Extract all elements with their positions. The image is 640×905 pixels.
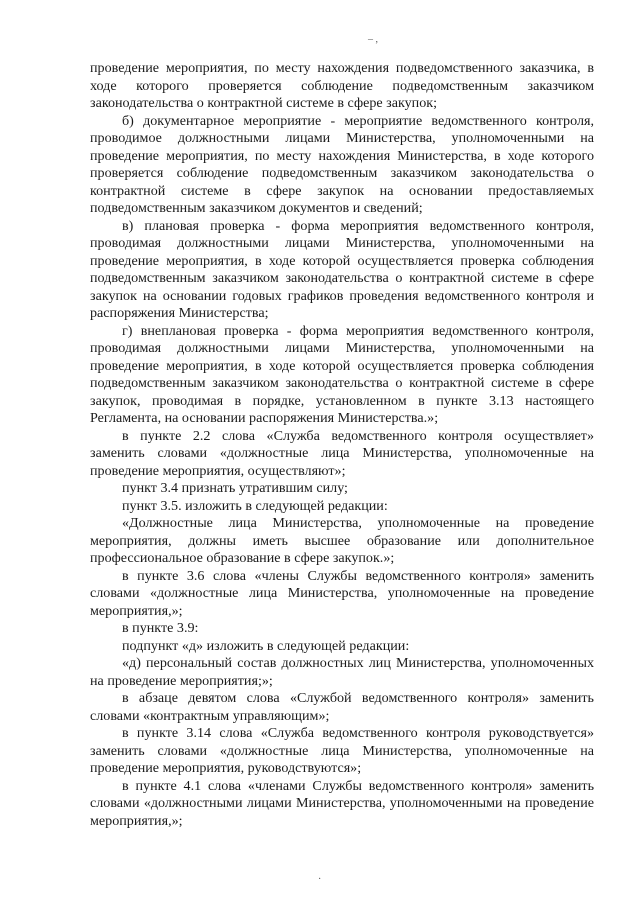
paragraph-point-3-9: в пункте 3.9: [122,620,199,636]
paragraph-point-4-1: в пункте 4.1 слова «членами Службы ведомственного контроля» заменить словами «должностными лицами Министерства, уполномоченными на проведение мероприятия,»; [90,777,594,829]
scan-mark-bottom: · [318,874,322,885]
paragraph-point-3-14: в пункте 3.14 слова «Служба ведомственного контроля руководствуется» заменить словами «должностные лица Министерства, уполномоченные на проведение мероприятия, руководствуются»; [90,725,594,776]
paragraph-point-2-2: в пункте 2.2 слова «Служба ведомственного контроля осуществляет» заменить словами «должностные лица Министерства, уполномоченные на проведение мероприятия, осуществляют»; [90,427,594,479]
scan-mark-top: – , [368,34,378,45]
paragraph-point-3-5-text: «Должностные лица Министерства, уполномоченные на проведение мероприятия, должны иметь высшее образование или дополнительное профессиональное образование в сфере закупок.»; [90,515,594,566]
paragraph-subpoint-d-text: «д) персональный состав должностных лиц Министерства, уполномоченных на проведение мероприятия;»; [90,655,594,689]
paragraph-point-3-4: пункт 3.4 признать утратившим силу; [122,480,348,496]
paragraph-item-v: в) плановая проверка - форма мероприятия ведомственного контроля, проводимая должностными лицами Министерства, уполномоченными на проведение мероприятия, в ходе которой осуществляется проверка соблюдения подведомственным заказчиком законодательства о контрактной системе в сфере закупок на основании годовых графиков проведения ведомственного контроля и распоряжения Министерства; [90,217,594,321]
paragraph-point-3-6: в пункте 3.6 слова «члены Службы ведомственного контроля» заменить словами «должностные лица Министерства, уполномоченные на проведение мероприятия,»; [90,567,594,619]
paragraph-item-b: б) документарное мероприятие - мероприятие ведомственного контроля, проводимое должностными лицами Министерства, уполномоченными на проведение мероприятия, по месту нахождения Министерства, в ходе которого проверяется соблюдение подведомственным заказчиком законодательства о контрактной системе в сфере закупок на основании предоставляемых подведомственным заказчиком документов и сведений; [90,112,594,216]
document-body [90,60,594,830]
paragraph-ninth-abzac: в абзаце девятом слова «Службой ведомственного контроля» заменить словами «контрактным управляющим»; [90,690,594,724]
paragraph-continuation: проведение мероприятия, по месту нахождения подведомственного заказчика, в ходе которого проверяется соблюдение подведомственным заказчиком законодательства о контрактной системе в сфере закупок; [90,60,594,111]
paragraph-item-g: г) внеплановая проверка - форма мероприятия ведомственного контроля, проводимая должностными лицами Министерства, уполномоченными на проведение мероприятия, в ходе которой осуществляется проверка соблюдения подведомственным заказчиком законодательства о контрактной системе в сфере закупок, проводимая в порядке, установленном в пункте 3.13 настоящего Регламента, на основании распоряжения Министерства.»; [90,322,594,426]
paragraph-point-3-5: пункт 3.5. изложить в следующей редакции: [122,497,388,514]
paragraph-subpoint-d: подпункт «д» изложить в следующей редакции: [122,637,410,654]
